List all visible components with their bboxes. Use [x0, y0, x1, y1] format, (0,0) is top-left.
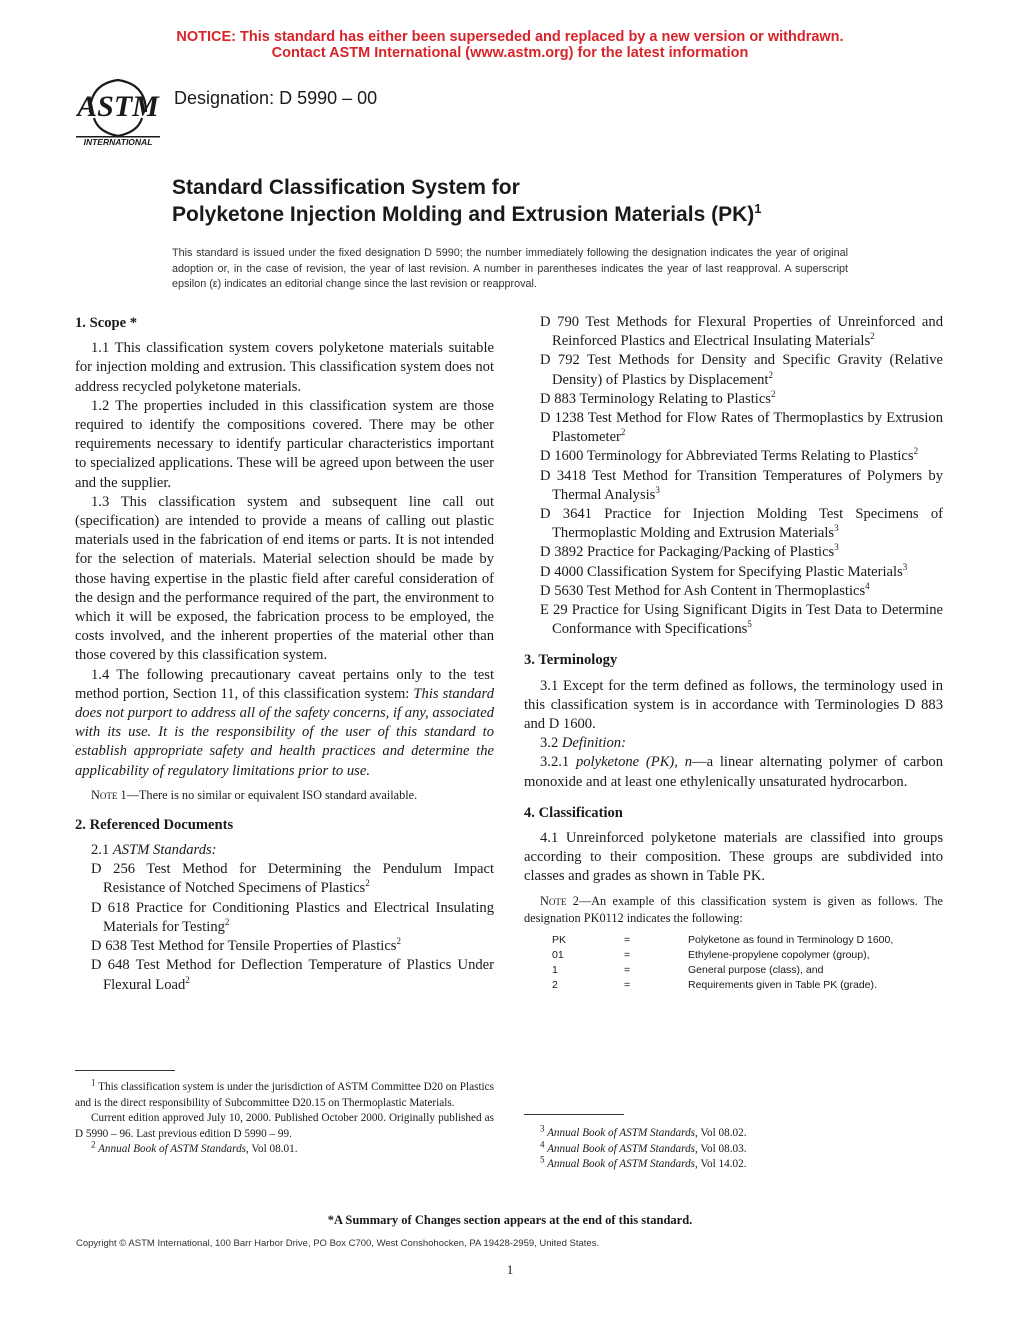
example-row — [552, 948, 893, 963]
para-2-1 — [75, 841, 494, 860]
example-description: Polyketone as found in Terminology D 1600, — [688, 933, 894, 946]
example-description: Requirements given in Table PK (grade). — [688, 978, 877, 991]
para-2-1-num: 2.1 — [91, 842, 113, 859]
example-row — [552, 933, 893, 948]
reference-text: E 29 Practice for Using Significant Digits in Test Data to Determine Conformance with Specifications — [540, 602, 943, 638]
notice-line-2: Contact ASTM International (www.astm.org) for the latest information — [271, 45, 749, 61]
right-column — [524, 313, 943, 993]
reference-footnote-ref: 2 — [365, 878, 370, 889]
reference-text: D 790 Test Methods for Flexural Properties of Unreinforced and Reinforced Plastics and Electrical Insulating Materials — [540, 314, 943, 350]
footnote-item — [524, 1154, 943, 1173]
reference-text: D 256 Test Method for Determining the Pendulum Impact Resistance of Notched Specimens of Plastics — [91, 861, 494, 897]
reference-item — [540, 601, 943, 639]
reference-footnote-ref: 2 — [768, 369, 773, 380]
footnote-item — [524, 1138, 943, 1158]
para-1-4 — [75, 666, 494, 781]
reference-item — [540, 563, 943, 582]
reference-item — [540, 543, 943, 562]
summary-note: *A Summary of Changes section appears at the end of this standard. — [327, 1213, 693, 1227]
reference-footnote-ref: 2 — [770, 388, 776, 399]
reference-footnote-ref: 5 — [747, 619, 752, 630]
example-equals: = — [624, 963, 631, 976]
reference-footnote-ref: 2 — [224, 917, 230, 928]
reference-text: D 3892 Practice for Packaging/Packing of Plastics — [540, 544, 835, 561]
para-1-3: 1.3 This classification system and subsequent line call out (specification) are intended to provide a means of calling out plastic materials used in the fabrication of end items or parts. It is not intended for the selection of materials. Material selection should be made by those having expertise in the plastic field after careful consideration of the design and the performance required of the part, the environment to which it will be exposed, the fabrication process to be employed, the costs involved, and the inherent properties of the material other than those covered by this classification system. — [75, 493, 494, 664]
reference-footnote-ref: 2 — [913, 446, 919, 457]
reference-text: D 618 Practice for Conditioning Plastics and Electrical Insulating Materials for Testing — [91, 899, 494, 935]
footnote-num: 5 — [540, 1154, 545, 1165]
reference-text: D 5630 Test Method for Ash Content in Thermoplastics — [540, 582, 866, 599]
reference-item — [540, 467, 943, 505]
example-code: 01 — [552, 948, 564, 961]
document-title — [172, 174, 761, 228]
example-row — [552, 963, 893, 978]
page-number: 1 — [506, 1262, 514, 1277]
para-3-2-num: 3.2 — [540, 735, 562, 752]
example-equals: = — [624, 948, 631, 961]
reference-footnote-ref: 3 — [834, 542, 839, 553]
reference-text: D 3641 Practice for Injection Molding Test Specimens of Thermoplastic Molding and Extrusion Materials — [540, 506, 943, 542]
section-3-heading: 3. Terminology — [524, 652, 618, 669]
title-line-2: Polyketone Injection Molding and Extrusion Materials (PK) — [172, 203, 755, 226]
reference-text: D 648 Test Method for Deflection Temperature of Plastics Under Flexural Load — [91, 957, 494, 993]
reference-item — [540, 351, 943, 389]
section-4-heading: 4. Classification — [524, 804, 623, 821]
footnote-1-num: 1 — [91, 1077, 96, 1088]
notice-line-1: NOTICE: This standard has either been superseded and replaced by a new version or withdrawn. — [176, 29, 844, 45]
reference-item — [540, 582, 943, 601]
reference-item — [91, 899, 494, 937]
footnote-book: Annual Book of ASTM Standards — [544, 1142, 696, 1155]
footnote-vol: , Vol 08.02. — [695, 1127, 747, 1139]
footnote-rule-right — [524, 1114, 624, 1115]
section-2-heading: 2. Referenced Documents — [75, 816, 234, 833]
footnote-2-book: Annual Book of ASTM Standards — [95, 1143, 247, 1155]
note-1-text: 1—There is no similar or equivalent ISO standard available. — [117, 787, 418, 802]
note-2-text: 2—An example of this classification system is given as follows. The designation PK0112 indicates the following: — [524, 893, 943, 925]
reference-footnote-ref: 2 — [870, 331, 875, 342]
footnote-2-vol: , Vol 08.01. — [246, 1143, 298, 1155]
reference-item — [91, 937, 494, 956]
para-4-1: 4.1 Unreinforced polyketone materials are classified into groups according to their composition. These groups are subdivided into classes and grades as shown in Table PK. — [524, 830, 943, 885]
example-code: PK — [552, 933, 567, 946]
reference-text: D 4000 Classification System for Specifying Plastic Materials — [540, 563, 903, 580]
footnote-item — [524, 1123, 943, 1142]
footnote-vol: , Vol 08.03. — [695, 1142, 747, 1155]
para-3-2-1 — [524, 753, 943, 791]
note-2-label: Note — [540, 893, 567, 908]
reference-item — [540, 505, 943, 543]
footnote-vol: , Vol 14.02. — [695, 1158, 747, 1170]
footnote-2-num: 2 — [91, 1139, 96, 1150]
reference-text: D 883 Terminology Relating to Plastics — [540, 390, 771, 407]
footnote-rule-left — [75, 1070, 175, 1071]
right-reference-list — [524, 313, 943, 639]
preamble: This standard is issued under the fixed designation D 5990; the number immediately following the designation indicates the year of original adoption or, in the case of revision, the year of last revision. A number in parentheses indicates the year of last reapproval. A superscript epsilon (ε) indicates an editorial change since the last revision or reapproval. — [172, 247, 848, 290]
reference-text: D 638 Test Method for Tensile Properties of Plastics — [91, 938, 397, 955]
section-1-heading: 1. Scope * — [75, 315, 138, 331]
logo-text: INTERNATIONAL — [83, 137, 153, 147]
reference-text: D 1600 Terminology for Abbreviated Terms Relating to Plastics — [540, 448, 914, 465]
para-1-1: 1.1 This classification system covers polyketone materials suitable for injection molding and extrusion. This classification system does not address recycled polyketone materials. — [75, 340, 494, 395]
reference-footnote-ref: 2 — [620, 427, 626, 438]
footnote-book: Annual Book of ASTM Standards — [544, 1127, 696, 1139]
title-line-1: Standard Classification System for — [172, 176, 520, 199]
reference-footnote-ref: 2 — [185, 974, 190, 985]
reference-item — [540, 447, 943, 466]
svg-text:ASTM: ASTM — [77, 90, 159, 123]
reference-item — [91, 956, 494, 994]
reference-footnote-ref: 3 — [902, 561, 908, 572]
example-description: General purpose (class), and — [688, 963, 824, 976]
title-footnote-ref: 1 — [754, 201, 762, 216]
example-equals: = — [624, 933, 631, 946]
reference-footnote-ref: 3 — [655, 484, 660, 495]
reference-text: D 3418 Test Method for Transition Temperatures of Polymers by Thermal Analysis — [540, 467, 943, 503]
footnote-1-current: Current edition approved July 10, 2000. Published October 2000. Originally published as D 5990 – 96. Last previous edition D 5990 – 99. — [75, 1112, 494, 1140]
footnotes-right — [524, 1123, 943, 1173]
para-1-2: 1.2 The properties included in this classification system are those required to identify the compositions covered. There may be other requirements necessary to identify particular characteristics important to specialized applications. These will be agreed upon between the user and the supplier. — [75, 397, 494, 491]
note-1-label: Note — [91, 787, 118, 802]
reference-footnote-ref: 4 — [865, 580, 870, 591]
definition-term: polyketone (PK), n — [575, 754, 692, 771]
note-2 — [524, 893, 943, 927]
reference-item — [540, 313, 943, 351]
reference-item — [540, 409, 943, 447]
left-column — [75, 310, 494, 995]
para-1-4-caveat: This standard does not purport to address all of the safety concerns, if any, associated with its use. It is the responsibility of the user of this standard to establish appropriate safety and health practices and determine the applicability of regulatory limitations prior to use. — [75, 685, 494, 779]
example-code: 1 — [552, 963, 558, 976]
para-1-4-text: 1.4 The following precautionary caveat pertains only to the test method portion, Section 11, of this classification system: — [75, 666, 494, 702]
footnote-1-text: This classification system is under the jurisdiction of ASTM Committee D20 on Plastics and is the direct responsibility of Subcommittee D20.15 on Thermoplastic Materials. — [75, 1081, 494, 1109]
astm-logo — [76, 72, 160, 152]
definition-text: —a linear alternating polymer of carbon monoxide and at least one ethylenically unsaturated hydrocarbon. — [524, 754, 943, 790]
footnotes-left — [75, 1077, 494, 1158]
reference-item — [91, 860, 494, 898]
footnote-book: Annual Book of ASTM Standards — [544, 1158, 696, 1170]
example-description: Ethylene-propylene copolymer (group), — [688, 948, 870, 961]
footnote-num: 3 — [540, 1123, 545, 1134]
example-table — [552, 933, 893, 993]
para-3-1: 3.1 Except for the term defined as follows, the terminology used in this classification system is in accordance with Terminologies D 883 and D 1600. — [524, 677, 943, 733]
para-3-2-label: Definition: — [561, 735, 626, 752]
example-row — [552, 978, 893, 993]
footnote-num: 4 — [540, 1138, 545, 1149]
example-equals: = — [624, 978, 631, 991]
reference-text: D 1238 Test Method for Flow Rates of Thermoplastics by Extrusion Plastometer — [540, 410, 943, 446]
para-3-2 — [524, 734, 943, 753]
reference-item — [540, 390, 943, 409]
para-2-1-label: ASTM Standards: — [112, 842, 217, 859]
reference-text: D 792 Test Methods for Density and Specific Gravity (Relative Density) of Plastics by Displacement — [540, 352, 943, 388]
reference-footnote-ref: 2 — [396, 936, 401, 947]
para-3-2-1-num: 3.2.1 — [540, 754, 576, 771]
designation: Designation: D 5990 – 00 — [174, 88, 378, 108]
copyright: Copyright © ASTM International, 100 Barr Harbor Drive, PO Box C700, West Conshohocken, PA 19428-2959, United States. — [76, 1238, 600, 1249]
note-1 — [75, 787, 494, 804]
left-reference-list — [75, 860, 494, 994]
reference-footnote-ref: 3 — [834, 523, 839, 534]
example-code: 2 — [552, 978, 558, 991]
